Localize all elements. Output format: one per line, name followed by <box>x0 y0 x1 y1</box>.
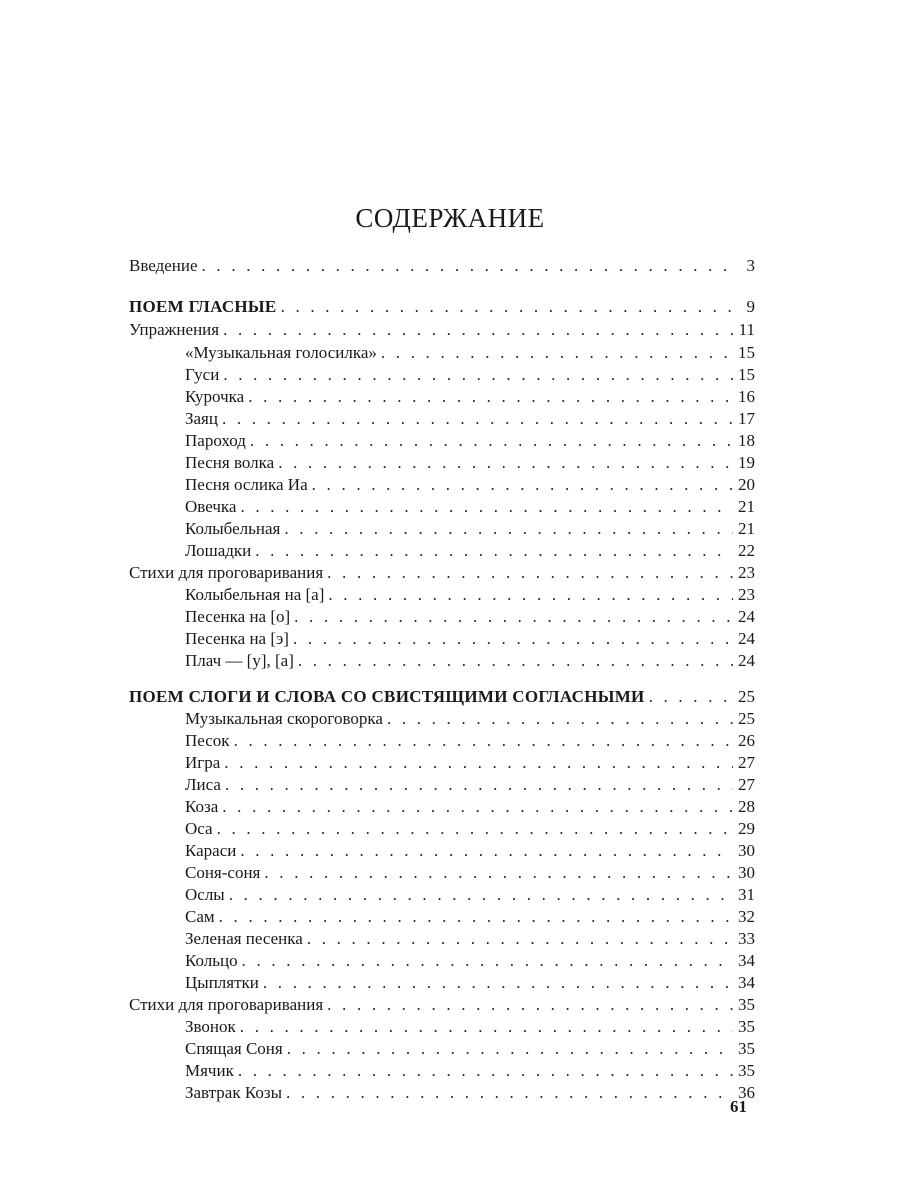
toc-entry-page: 27 <box>738 775 755 794</box>
toc-entry-label: Кольцо <box>185 951 238 970</box>
toc-subentry[interactable] <box>185 862 755 884</box>
dot-leader <box>217 818 733 840</box>
toc-entry-label: Музыкальная скороговорка <box>185 709 383 728</box>
toc-entry-label: Колыбельная <box>185 519 281 538</box>
dot-leader <box>294 606 733 628</box>
toc-subentry[interactable] <box>185 386 755 408</box>
toc-entry-label: Введение <box>129 256 198 275</box>
toc-subentry[interactable] <box>185 452 755 474</box>
dot-leader <box>224 752 733 774</box>
toc-subentry[interactable] <box>185 752 755 774</box>
dot-leader <box>250 430 733 452</box>
dot-leader <box>312 474 733 496</box>
toc-entry-label: Стихи для проговаривания <box>129 995 324 1014</box>
toc-entry-label: Цыплятки <box>185 973 259 992</box>
toc-entry-page: 28 <box>738 797 755 816</box>
toc-entry-page: 19 <box>738 453 755 472</box>
toc-entry-label: Колыбельная на [а] <box>185 585 325 604</box>
toc-entry-page: 15 <box>738 343 755 362</box>
dot-leader <box>298 650 733 672</box>
toc-subentry[interactable] <box>185 906 755 928</box>
toc-entry-page: 25 <box>738 709 755 728</box>
dot-leader <box>225 774 733 796</box>
toc-entry-page: 32 <box>738 907 755 926</box>
toc-entry-label: Лиса <box>185 775 221 794</box>
toc-entry-page: 30 <box>738 841 755 860</box>
toc-subentry[interactable] <box>185 606 755 628</box>
toc-section-label: ПОЕМ ГЛАСНЫЕ <box>129 297 277 316</box>
dot-leader <box>202 255 733 277</box>
dot-leader <box>307 928 733 950</box>
toc-entry-label: Упражнения <box>129 320 220 339</box>
toc-subentry[interactable] <box>185 364 755 386</box>
toc-entry-page: 21 <box>738 497 755 516</box>
toc-entry-label: Лошадки <box>185 541 252 560</box>
toc-entry-label: Караси <box>185 841 237 860</box>
toc-entry-label: Соня-соня <box>185 863 261 882</box>
toc-subentry[interactable] <box>185 342 755 364</box>
toc-entry-label: Песня ослика Иа <box>185 475 308 494</box>
toc-entry-page: 11 <box>738 320 755 339</box>
toc-entry-page: 22 <box>738 541 755 560</box>
toc-subentry[interactable] <box>185 796 755 818</box>
toc-subentry[interactable] <box>185 884 755 906</box>
dot-leader <box>234 730 733 752</box>
toc-entry-page: 20 <box>738 475 755 494</box>
dot-leader <box>649 686 733 708</box>
toc-entry-label: Спящая Соня <box>185 1039 283 1058</box>
toc-entry-poems[interactable] <box>129 562 755 584</box>
toc-subentry[interactable] <box>185 972 755 994</box>
toc-subentry[interactable] <box>185 650 755 672</box>
toc-subentry[interactable] <box>185 928 755 950</box>
dot-leader <box>223 364 733 386</box>
toc-entry-page: 16 <box>738 387 755 406</box>
toc-entry-label: Мячик <box>185 1061 234 1080</box>
toc-entry-page: 33 <box>738 929 755 948</box>
toc-entry-page: 24 <box>738 651 755 670</box>
toc-subentry[interactable] <box>185 474 755 496</box>
toc-subentry[interactable] <box>185 774 755 796</box>
toc-entry-page: 17 <box>738 409 755 428</box>
dot-leader <box>381 342 733 364</box>
toc-entry-poems[interactable] <box>129 994 755 1016</box>
toc-entry-page: 23 <box>738 585 755 604</box>
toc-entry-page: 24 <box>738 607 755 626</box>
toc-entry-page: 35 <box>738 1061 755 1080</box>
toc-entry-label: Песня волка <box>185 453 275 472</box>
toc-entry-page: 9 <box>746 297 755 316</box>
dot-leader <box>242 950 733 972</box>
dot-leader <box>238 1060 733 1082</box>
toc-entry-page: 34 <box>738 973 755 992</box>
toc-entry-label: Гуси <box>185 365 220 384</box>
toc-entry-page: 35 <box>738 1017 755 1036</box>
toc-entry-label: Песок <box>185 731 230 750</box>
toc-entry-label: Песенка на [о] <box>185 607 291 626</box>
dot-leader <box>222 408 733 430</box>
dot-leader <box>223 319 733 341</box>
toc-entry-label: Пароход <box>185 431 246 450</box>
toc-subentry[interactable] <box>185 518 755 540</box>
dot-leader <box>264 862 733 884</box>
toc-entry-label: Оса <box>185 819 213 838</box>
toc-section-vowels[interactable] <box>129 296 755 318</box>
dot-leader <box>287 1038 733 1060</box>
toc-entry-page: 24 <box>738 629 755 648</box>
toc-entry-page: 27 <box>738 753 755 772</box>
toc-subentry[interactable] <box>185 1016 755 1038</box>
toc-entry-label: Плач — [у], [а] <box>185 651 294 670</box>
toc-entry-page: 15 <box>738 365 755 384</box>
dot-leader <box>327 994 733 1016</box>
toc-entry-page: 35 <box>738 995 755 1014</box>
toc-entry-label: Песенка на [э] <box>185 629 289 648</box>
toc-subentry[interactable] <box>185 818 755 840</box>
dot-leader <box>327 562 733 584</box>
toc-entry-page: 31 <box>738 885 755 904</box>
toc-subentry[interactable] <box>185 708 755 730</box>
toc-entry-page: 25 <box>738 687 755 706</box>
dot-leader <box>222 796 733 818</box>
toc-entry-page: 29 <box>738 819 755 838</box>
toc-entry-page: 21 <box>738 519 755 538</box>
toc-subentry[interactable] <box>185 496 755 518</box>
dot-leader <box>293 628 733 650</box>
dot-leader <box>248 386 733 408</box>
toc-subentry[interactable] <box>185 1060 755 1082</box>
dot-leader <box>263 972 733 994</box>
toc-entry-label: Завтрак Козы <box>185 1083 282 1102</box>
toc-entry-page: 35 <box>738 1039 755 1058</box>
dot-leader <box>229 884 733 906</box>
toc-entry-label: Игра <box>185 753 221 772</box>
toc-subentry[interactable] <box>185 950 755 972</box>
dot-leader <box>284 518 733 540</box>
toc-subentry[interactable] <box>185 628 755 650</box>
dot-leader <box>286 1082 733 1104</box>
toc-entry-page: 23 <box>738 563 755 582</box>
toc-entry-page: 36 <box>738 1083 755 1102</box>
toc-entry-page: 34 <box>738 951 755 970</box>
toc-entry-label: Заяц <box>185 409 218 428</box>
toc-entry-label: Стихи для проговаривания <box>129 563 324 582</box>
toc-entry-label: Курочка <box>185 387 245 406</box>
toc-entry-page: 18 <box>738 431 755 450</box>
toc-entry-label: Коза <box>185 797 219 816</box>
dot-leader <box>240 840 733 862</box>
toc-entry-page: 3 <box>746 256 755 275</box>
toc-entry-exercises[interactable] <box>129 319 755 341</box>
toc-entry-label: Ослы <box>185 885 225 904</box>
toc-entry-introduction[interactable] <box>129 255 755 277</box>
toc-subentry[interactable] <box>185 1082 755 1104</box>
dot-leader <box>387 708 733 730</box>
toc-entry-label: Звонок <box>185 1017 236 1036</box>
page-title: СОДЕРЖАНИЕ <box>355 203 545 233</box>
toc-subentry[interactable] <box>185 730 755 752</box>
toc-subentry[interactable] <box>185 840 755 862</box>
toc-section-sibilants[interactable] <box>129 686 755 708</box>
dot-leader <box>255 540 733 562</box>
page-number: 61 <box>730 1097 747 1116</box>
toc-subentry[interactable] <box>185 540 755 562</box>
toc-subentry[interactable] <box>185 430 755 452</box>
toc-entry-label: Овечка <box>185 497 237 516</box>
toc-subentry[interactable] <box>185 584 755 606</box>
toc-subentry[interactable] <box>185 408 755 430</box>
toc-section-label: ПОЕМ СЛОГИ И СЛОВА СО СВИСТЯЩИМИ СОГЛАСНЫМИ <box>129 687 645 706</box>
dot-leader <box>278 452 733 474</box>
toc-entry-page: 30 <box>738 863 755 882</box>
toc-entry-label: «Музыкальная голосилка» <box>185 343 377 362</box>
toc-entry-label: Сам <box>185 907 215 926</box>
dot-leader <box>219 906 733 928</box>
dot-leader <box>328 584 733 606</box>
dot-leader <box>240 1016 733 1038</box>
toc-entry-page: 26 <box>738 731 755 750</box>
toc-subentry[interactable] <box>185 1038 755 1060</box>
dot-leader <box>240 496 733 518</box>
toc-entry-label: Зеленая песенка <box>185 929 303 948</box>
dot-leader <box>281 296 733 318</box>
